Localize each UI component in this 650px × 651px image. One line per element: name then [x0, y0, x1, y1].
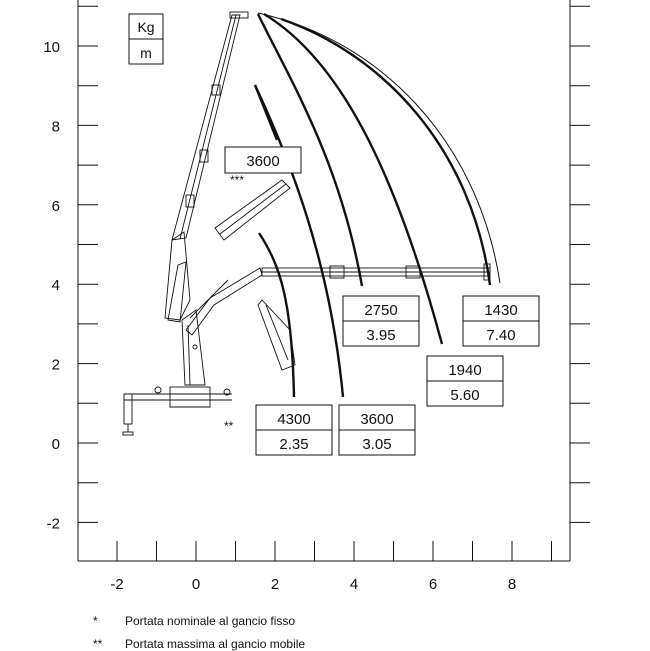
envelope-curve-3600 — [255, 85, 343, 397]
crane-base — [123, 387, 232, 435]
x-tick-label: 6 — [428, 576, 438, 593]
x-tick-label: -2 — [110, 576, 124, 593]
y-tick-label: 4 — [51, 277, 60, 295]
x-tick-label: 4 — [349, 576, 359, 593]
capacity-reach-value: 7.40 — [486, 327, 516, 344]
capacity-load-value: 1430 — [484, 302, 518, 319]
y-tick-label: 2 — [51, 356, 60, 374]
capacity-labels — [224, 147, 539, 455]
capacity-note-mark: ** — [224, 419, 234, 433]
capacity-reach-value: 3.05 — [362, 436, 392, 453]
footnote-2-text: Portata massima al gancio mobile — [125, 637, 306, 651]
unit-load-label: Kg — [137, 19, 155, 35]
capacity-load-value: 3600 — [246, 153, 280, 170]
crane-boom-folded — [172, 12, 248, 240]
unit-distance-label: m — [140, 45, 152, 61]
envelope-curve-1430 — [281, 19, 490, 285]
envelope-curve-1940 — [264, 14, 442, 344]
capacity-label-box — [343, 296, 419, 346]
y-tick-label: 10 — [43, 39, 60, 56]
crane-boom-intermediate — [215, 180, 295, 370]
y-tick-label: 6 — [51, 197, 60, 215]
x-tick-label: 0 — [191, 576, 201, 593]
unit-legend — [129, 14, 163, 64]
footnote-1-text: Portata nominale al gancio fisso — [125, 614, 296, 628]
x-axis-ticks — [110, 541, 551, 593]
capacity-reach-value: 2.35 — [279, 436, 309, 453]
footnote-1-symbol: * — [93, 614, 98, 628]
crane-outer-boom-horizontal — [262, 264, 490, 280]
capacity-label-box — [339, 405, 415, 455]
capacity-load-value: 2750 — [364, 302, 398, 319]
x-tick-label: 8 — [507, 576, 517, 593]
y-tick-label: -2 — [46, 515, 60, 533]
y-tick-label: 8 — [51, 118, 60, 136]
capacity-label-box — [224, 405, 332, 455]
capacity-load-value: 4300 — [277, 411, 311, 428]
capacity-reach-value: 5.60 — [450, 387, 480, 404]
capacity-label-box — [427, 356, 503, 406]
capacity-load-value: 1940 — [448, 362, 482, 379]
capacity-load-value: 3600 — [360, 411, 394, 428]
envelope-curve-3600-top — [255, 85, 277, 140]
x-tick-label: 2 — [270, 576, 280, 593]
footnote-2-symbol: ** — [93, 637, 103, 651]
crane-inner-boom — [165, 232, 262, 335]
capacity-label-box — [225, 147, 301, 187]
y-tick-label: 0 — [51, 436, 60, 453]
capacity-reach-value: 3.95 — [366, 327, 396, 344]
capacity-note-mark: *** — [230, 173, 245, 187]
capacity-label-box — [463, 296, 539, 346]
